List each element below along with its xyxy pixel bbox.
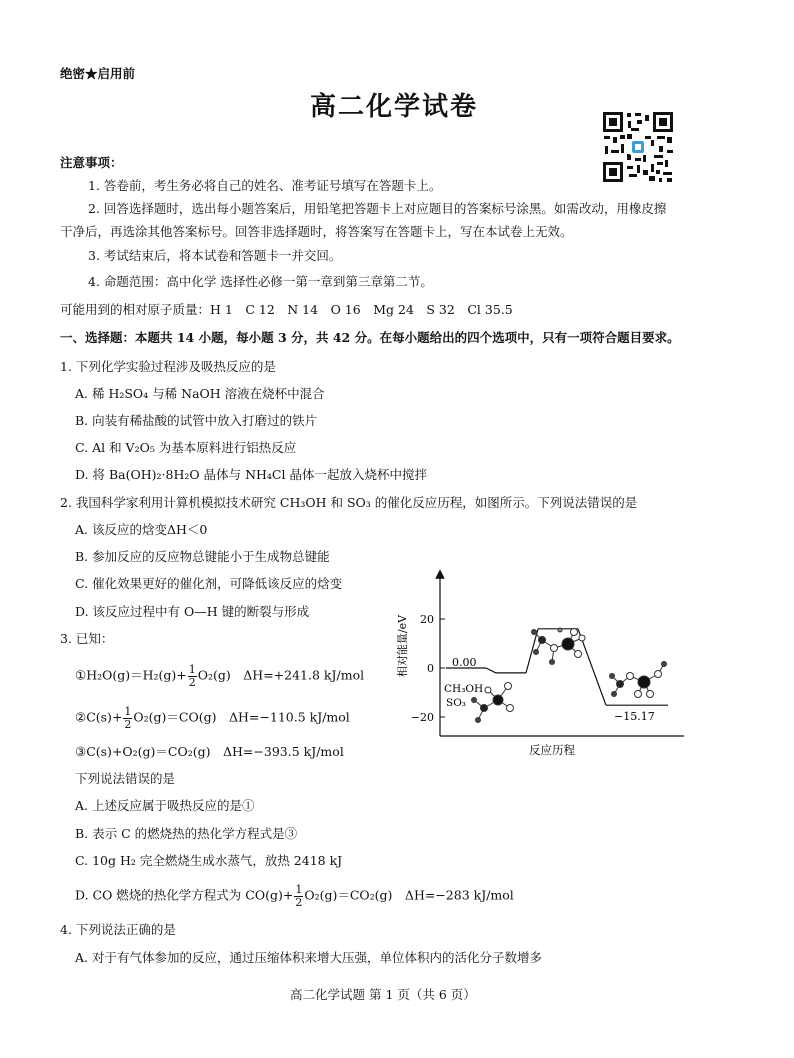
y-axis-label: 相对能量/eV [396, 614, 409, 678]
q3-eq1-left: ①H₂O(g)＝H₂(g)+ [75, 667, 187, 683]
half-fraction: $\frac{1}{2}$ [124, 705, 132, 731]
q3-d-right: O₂(g)＝CO₂(g) ΔH=−283 kJ/mol [304, 887, 514, 903]
end-value-label: −15.17 [614, 710, 655, 723]
reactant-label-2: SO₃ [446, 697, 467, 709]
q3-equation-2 [75, 706, 350, 730]
q4-option-a: A. 对于有气体参加的反应，通过压缩体积来增大压强，单位体积内的活化分子数增多 [75, 950, 542, 965]
x-axis-label: 反应历程 [529, 743, 575, 757]
q2-option-b: B. 参加反应的反应物总键能小于生成物总键能 [75, 549, 330, 564]
q3-sub-stem: 下列说法错误的是 [75, 771, 176, 786]
q3-eq2-left: ②C(s)+ [75, 709, 123, 725]
q3-equation-1 [75, 664, 364, 688]
q2-option-c: C. 催化效果更好的催化剂，可降低该反应的焓变 [75, 576, 343, 591]
y-tick-label: −20 [410, 711, 434, 724]
q1-option-b: B. 向装有稀盐酸的试管中放入打磨过的铁片 [75, 413, 318, 428]
q3-equation-3: ③C(s)+O₂(g)＝CO₂(g) ΔH=−393.5 kJ/mol [75, 744, 344, 759]
q3-stem: 3. 已知： [60, 631, 114, 646]
energy-connector [486, 668, 496, 673]
q2-option-d: D. 该反应过程中有 O—H 键的断裂与形成 [75, 604, 310, 619]
qr-code-icon [601, 110, 675, 184]
page-title: 高二化学试卷 [310, 92, 479, 122]
notice-item-4: 4. 命题范围：高中化学 选择性必修一第一章到第三章第二节。 [88, 274, 433, 289]
q3-d-left: D. CO 燃烧的热化学方程式为 CO(g)+ [75, 887, 294, 903]
half-fraction: $\frac{1}{2}$ [295, 883, 303, 909]
secret-label: 绝密★启用前 [60, 66, 136, 81]
y-tick-label: 0 [427, 662, 434, 675]
q3-eq2-right: O₂(g)＝CO(g) ΔH=−110.5 kJ/mol [133, 709, 350, 725]
q3-option-a: A. 上述反应属于吸热反应的是① [75, 798, 255, 813]
q4-stem: 4. 下列说法正确的是 [60, 922, 176, 937]
q2-stem: 2. 我国科学家利用计算机模拟技术研究 CH₃OH 和 SO₃ 的催化反应历程，如图所示。下列说法错误的是 [60, 495, 638, 510]
q1-option-a: A. 稀 H₂SO₄ 与稀 NaOH 溶液在烧杯中混合 [75, 386, 325, 401]
page-footer: 高二化学试题 第 1 页（共 6 页） [290, 987, 476, 1002]
notice-item-3: 3. 考试结束后，将本试卷和答题卡一并交回。 [88, 248, 342, 263]
molecule-product-icon [610, 662, 667, 698]
reactant-label-1: CH₃OH [444, 683, 484, 695]
notice-heading: 注意事项： [60, 155, 123, 170]
q1-stem: 1. 下列化学实验过程涉及吸热反应的是 [60, 359, 276, 374]
q1-option-c: C. Al 和 V₂O₅ 为基本原料进行铝热反应 [75, 440, 297, 455]
half-fraction: $\frac{1}{2}$ [188, 663, 196, 689]
y-tick-label: 20 [420, 613, 434, 626]
energy-diagram [392, 568, 692, 758]
molecule-transition-icon [532, 628, 586, 665]
q3-eq1-right: O₂(g) ΔH=+241.8 kJ/mol [197, 667, 365, 683]
section-heading: 一、选择题：本题共 14 小题，每小题 3 分，共 42 分。在每小题给出的四个选项中，只有一项符合题目要求。 [60, 330, 680, 345]
start-value-label: 0.00 [452, 656, 477, 669]
q2-option-a: A. 该反应的焓变ΔH＜0 [75, 522, 208, 537]
atomic-masses: 可能用到的相对原子质量：H 1 C 12 N 14 O 16 Mg 24 S 32 Cl 35.5 [60, 302, 513, 317]
q3-option-c: C. 10g H₂ 完全燃烧生成水蒸气，放热 2418 kJ [75, 853, 343, 868]
notice-item-2-cont: 干净后，再选涂其他答案标号。回答非选择题时，将答案写在答题卡上，写在本试卷上无效。 [60, 224, 573, 239]
notice-item-2: 2. 回答选择题时，选出每小题答案后，用铅笔把答题卡上对应题目的答案标号涂黑。如需改动，用橡皮擦 [88, 201, 667, 216]
q3-option-b: B. 表示 C 的燃烧热的热化学方程式是③ [75, 826, 298, 841]
q3-option-d [75, 884, 514, 908]
notice-item-1: 1. 答卷前，考生务必将自己的姓名、准考证号填写在答题卡上。 [88, 178, 442, 193]
q1-option-d: D. 将 Ba(OH)₂·8H₂O 晶体与 NH₄Cl 晶体一起放入烧杯中搅拌 [75, 467, 427, 482]
